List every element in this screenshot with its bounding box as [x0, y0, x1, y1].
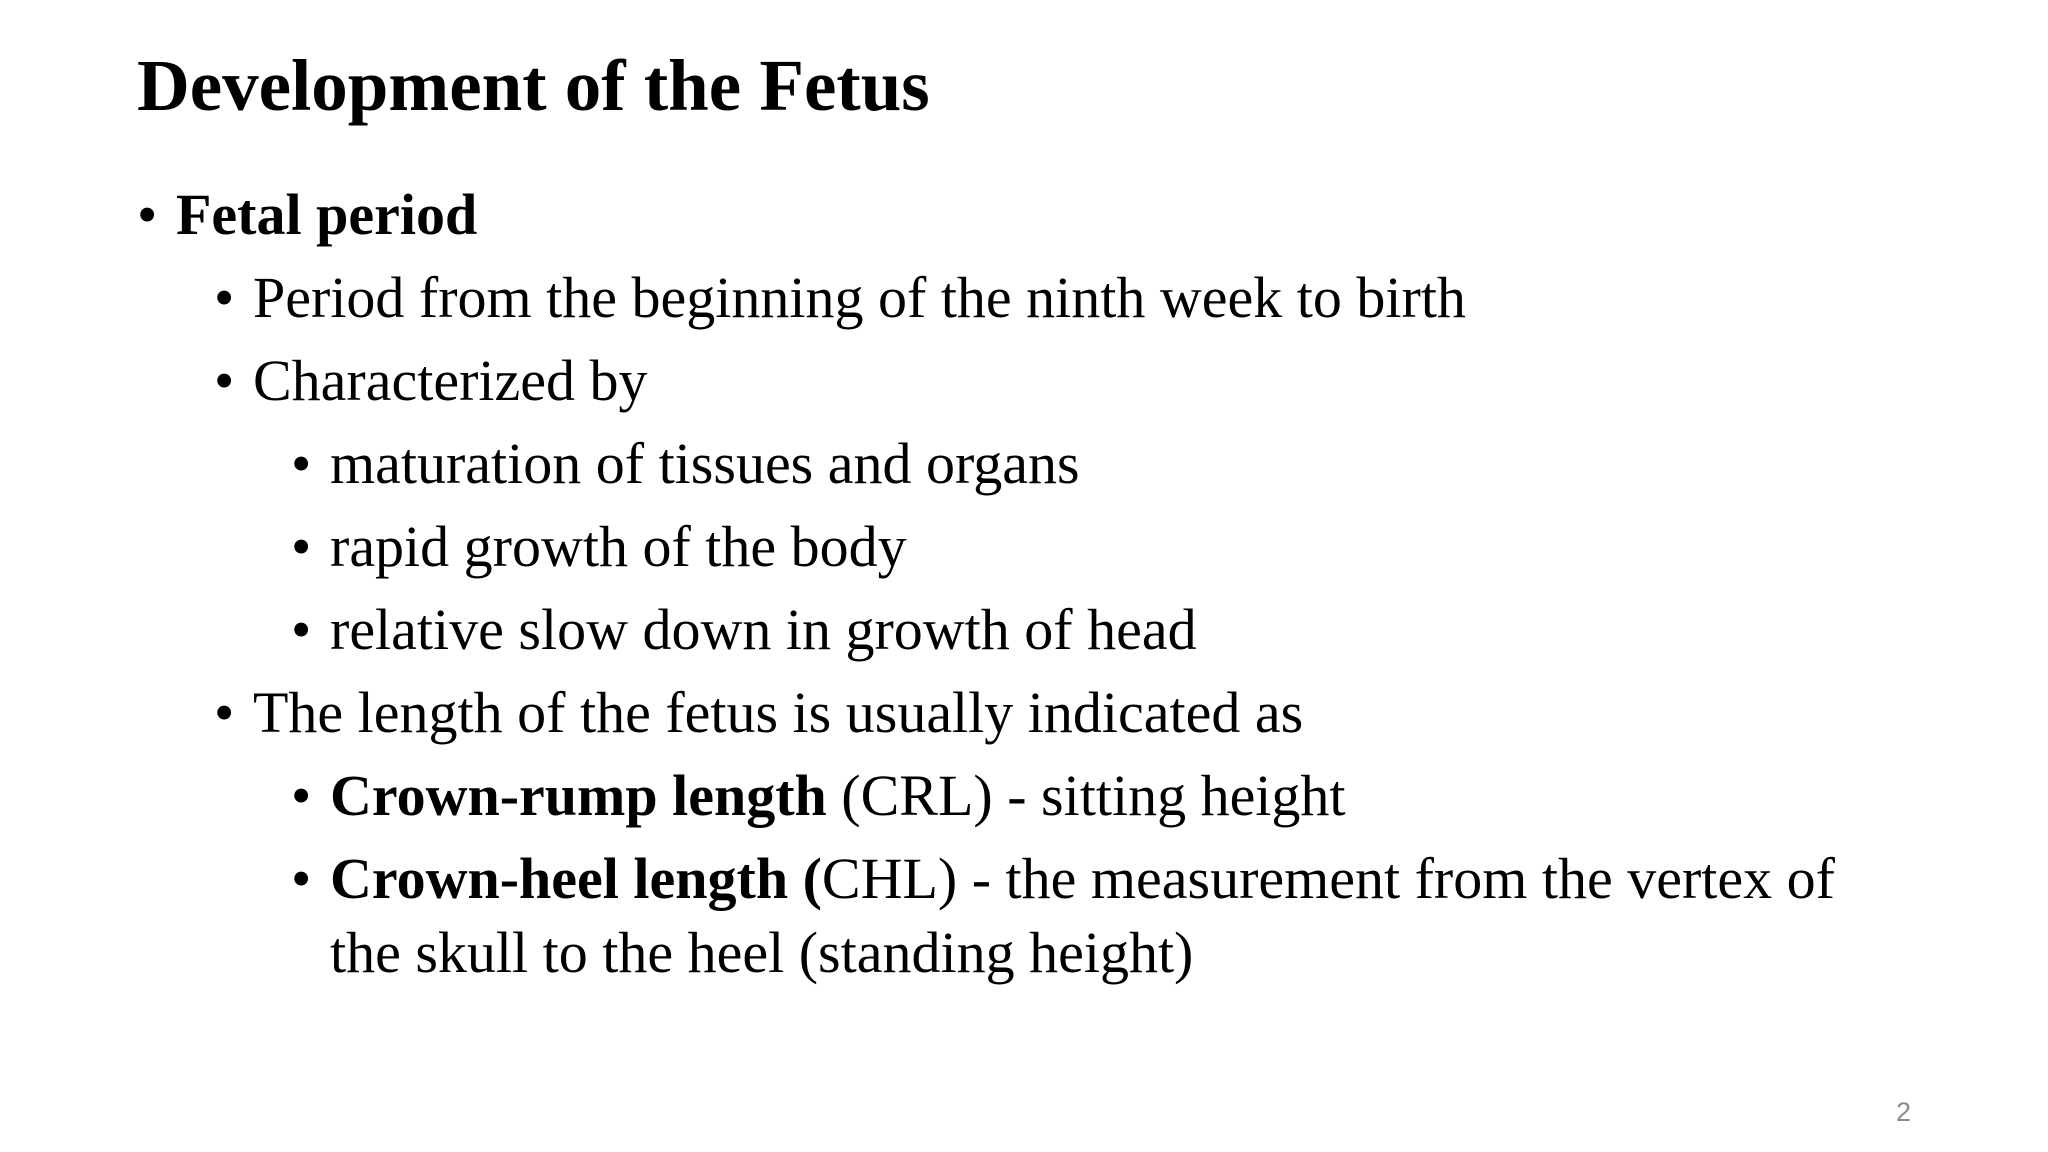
- bullet-marker: •: [214, 348, 235, 413]
- bullet-text: Characterized by: [253, 348, 648, 413]
- crl-description: (CRL) - sitting height: [826, 763, 1346, 828]
- slide-title: Development of the Fetus: [137, 45, 930, 126]
- bullet-marker: •: [137, 182, 158, 247]
- bullet-text: relative slow down in growth of head: [330, 597, 1197, 662]
- chl-description-line1: CHL) - the measurement from the vertex of: [821, 846, 1835, 911]
- bullet-marker: •: [291, 431, 312, 496]
- bullet-marker: •: [214, 265, 235, 330]
- chl-paren: (: [788, 846, 822, 911]
- chl-description-line2: the skull to the heel (standing height): [330, 920, 1194, 985]
- term-crown-rump: Crown-rump length: [330, 763, 827, 828]
- page-number: 2: [1895, 1097, 1911, 1127]
- bullet-text: [330, 759, 1346, 833]
- bullet-text: maturation of tissues and organs: [330, 431, 1080, 496]
- bullet-text: Fetal period: [176, 182, 478, 247]
- bullet-marker: •: [291, 597, 312, 662]
- bullet-text: [330, 842, 1835, 990]
- term-crown-heel: Crown-heel length: [330, 846, 789, 911]
- bullet-marker: •: [214, 680, 235, 745]
- bullet-marker: •: [291, 846, 312, 911]
- bullet-text: The length of the fetus is usually indicated as: [253, 680, 1304, 745]
- bullet-marker: •: [291, 514, 312, 579]
- bullet-text: Period from the beginning of the ninth week to birth: [253, 265, 1466, 330]
- bullet-marker: •: [291, 763, 312, 828]
- bullet-text: rapid growth of the body: [330, 514, 907, 579]
